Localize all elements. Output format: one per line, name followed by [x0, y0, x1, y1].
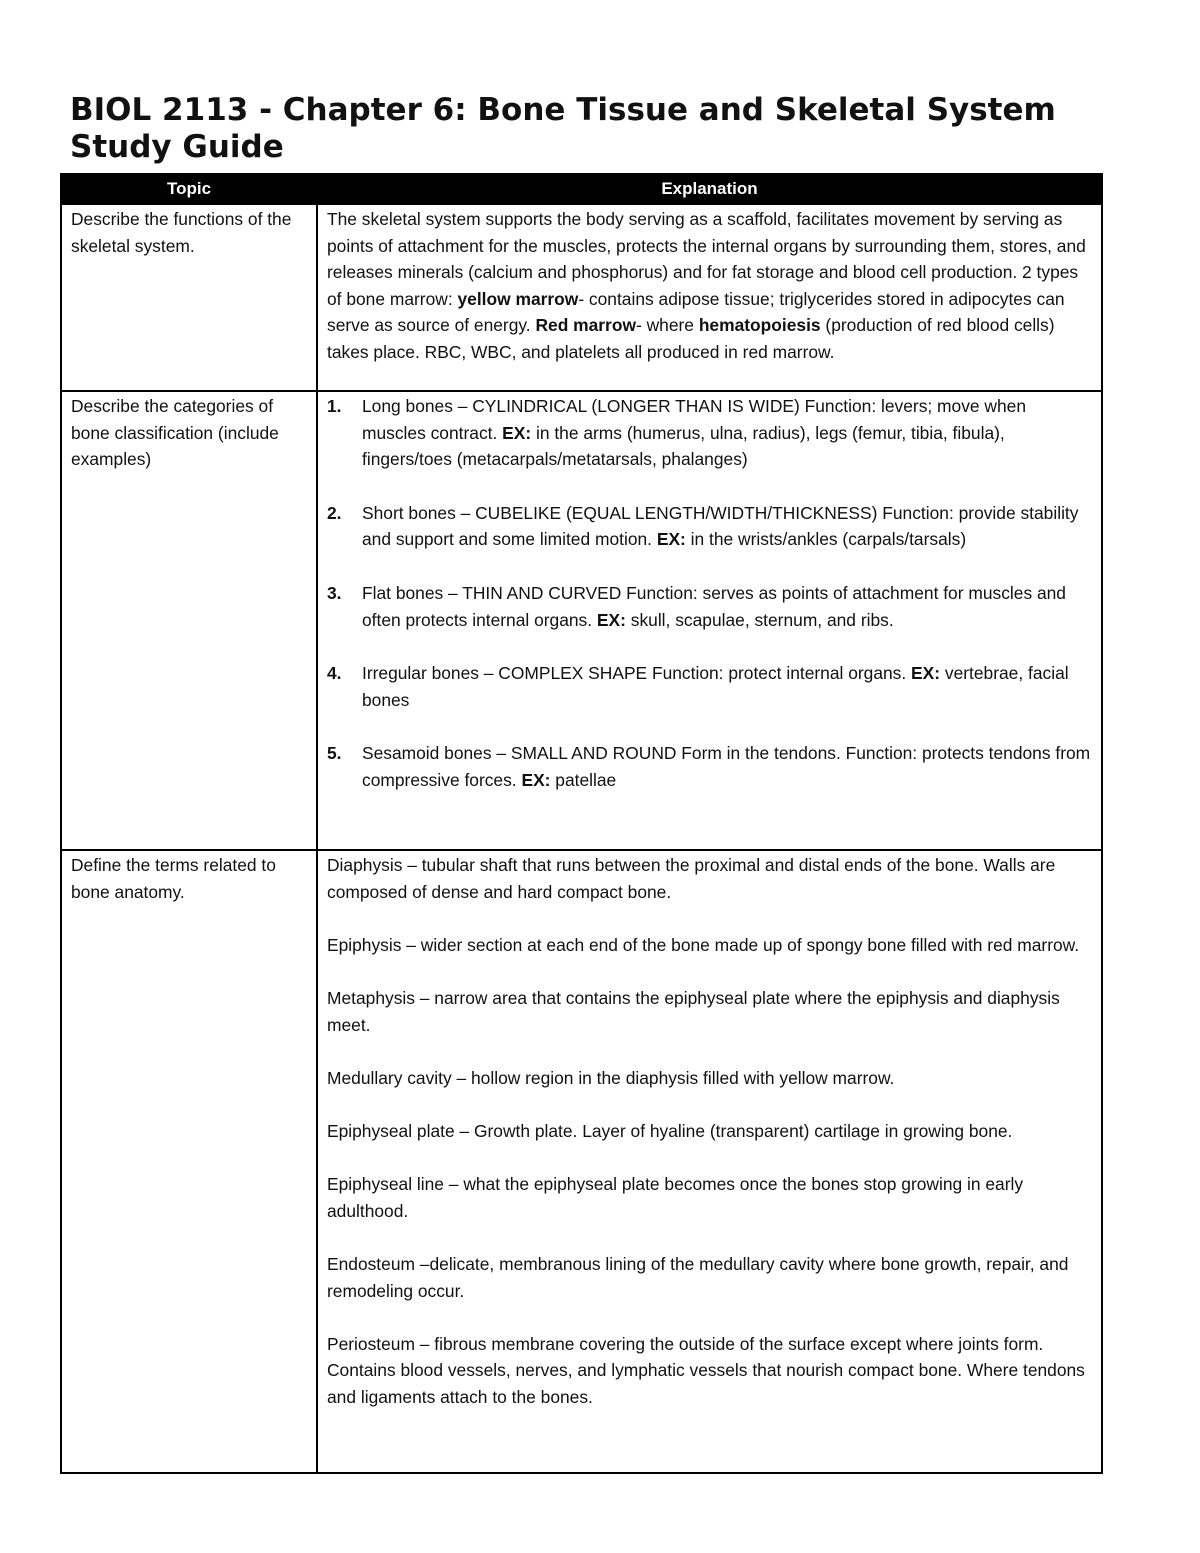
example-label: EX:: [521, 769, 551, 790]
term-definition-diaphysis: Diaphysis – tubular shaft that runs between the proximal and distal ends of the bone. Walls are composed of dense and hard compact bone.: [327, 855, 1056, 902]
item-examples: vertebrae, facial bones: [362, 663, 1069, 710]
explanation-text: (production of red blood cells) takes place. RBC, WBC, and platelets all produced in red marrow.: [327, 315, 1055, 362]
item-description: Sesamoid bones – SMALL AND ROUND Form in the tendons. Function: protects tendons from compressive forces.: [362, 743, 1091, 790]
yellow-marrow-term: yellow marrow: [457, 288, 579, 309]
item-description: Short bones – CUBELIKE (EQUAL LENGTH/WIDTH/THICKNESS) Function: provide stability and support and some limited motion.: [362, 502, 1079, 550]
example-label: EX:: [656, 529, 686, 550]
topic-column-header: Topic: [61, 174, 317, 204]
list-number: 1.: [327, 396, 342, 416]
list-number: 5.: [327, 743, 342, 764]
table-row: [61, 391, 1102, 850]
list-item: [327, 660, 1091, 713]
term-definition-endosteum: Endosteum –delicate, membranous lining of the medullary cavity where bone growth, repair, and remodeling occur.: [327, 1253, 1069, 1301]
example-label: EX:: [596, 609, 626, 630]
term-definition-epiphysis: Epiphysis – wider section at each end of the bone made up of spongy bone filled with red marrow.: [327, 934, 1080, 955]
list-item: [327, 393, 1091, 473]
list-item-text: [362, 500, 1091, 553]
list-number: 4.: [327, 663, 342, 684]
topic-cell: Define the terms related to bone anatomy.: [61, 850, 317, 1473]
item-examples: skull, scapulae, sternum, and ribs.: [625, 609, 894, 630]
term-definition-medullary-cavity: Medullary cavity – hollow region in the diaphysis filled with yellow marrow.: [327, 1067, 895, 1088]
list-item-text: [362, 660, 1091, 713]
term-definition-periosteum: Periosteum – fibrous membrane covering the outside of the surface except where joints form. Contains blood vessels, nerves, and lymphatic vessels that nourish compact bone. Where tendons and ligaments attach to the bones.: [327, 1333, 1085, 1407]
term-definition-epiphyseal-line: Epiphyseal line – what the epiphyseal plate becomes once the bones stop growing in early adulthood.: [327, 1174, 1024, 1221]
list-number: 3.: [327, 582, 342, 603]
red-marrow-term: Red marrow: [535, 315, 636, 336]
item-examples: in the arms (humerus, ulna, radius), legs (femur, tibia, fibula), fingers/toes (metacarpals/metatarsals, phalanges): [362, 422, 1005, 470]
item-description: Irregular bones – COMPLEX SHAPE Function: protect internal organs.: [362, 663, 912, 684]
page-title: BIOL 2113 - Chapter 6: Bone Tissue and Skeletal System Study Guide: [70, 92, 1056, 165]
hematopoiesis-term: hematopoiesis: [698, 315, 821, 336]
item-examples: patellae: [550, 769, 617, 790]
item-description: Flat bones – THIN AND CURVED Function: serves as points of attachment for muscles and often protects internal organs.: [362, 582, 1066, 630]
explanation-text: - where: [635, 315, 699, 336]
example-label: EX:: [911, 663, 941, 684]
item-description: Long bones – CYLINDRICAL (LONGER THAN IS WIDE) Function: levers; move when muscles contract.: [362, 396, 1026, 443]
example-label: EX:: [502, 422, 532, 443]
list-item: [327, 580, 1091, 633]
explanation-column-header: Explanation: [317, 174, 1102, 204]
table-header-row: [61, 174, 1102, 204]
item-examples: in the wrists/ankles (carpals/tarsals): [685, 529, 967, 550]
list-item-text: [362, 393, 1091, 473]
explanation-text: The skeletal system supports the body serving as a scaffold, facilitates movement by serving as points of attachment for the muscles, protects the internal organs by surrounding them, stores, and releases minerals (calcium and phosphorus) and for fat storage and blood cell production. 2 types of bone marrow:: [327, 209, 1086, 309]
list-item: [327, 500, 1091, 553]
list-item-text: [362, 580, 1091, 633]
list-item-text: [362, 740, 1091, 793]
study-guide-table: [60, 173, 1103, 1474]
term-definition-epiphyseal-plate: Epiphyseal plate – Growth plate. Layer of hyaline (transparent) cartilage in growing bone.: [327, 1120, 1013, 1141]
topic-cell: Describe the categories of bone classification (include examples): [61, 391, 317, 850]
term-definition-metaphysis: Metaphysis – narrow area that contains the epiphyseal plate where the epiphysis and diaphysis meet.: [327, 987, 1060, 1035]
explanation-cell: [317, 850, 1102, 1473]
table-row: [61, 850, 1102, 1473]
list-number: 2.: [327, 502, 342, 523]
list-item: [327, 740, 1091, 793]
topic-cell: Describe the functions of the skeletal system.: [61, 204, 317, 391]
explanation-text: - contains adipose tissue; triglycerides stored in adipocytes can serve as source of energy.: [327, 288, 1065, 336]
explanation-cell: [317, 204, 1102, 391]
explanation-cell: [317, 391, 1102, 850]
table-row: [61, 204, 1102, 391]
